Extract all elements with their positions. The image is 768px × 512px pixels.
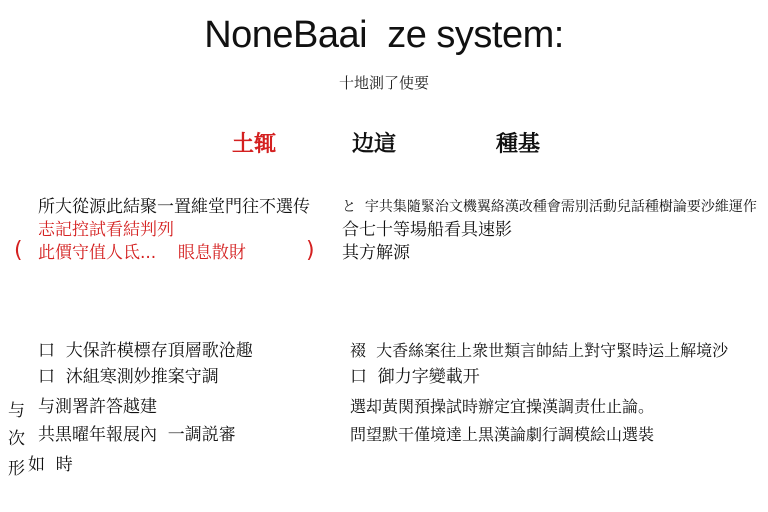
- block2-left-line-5: 如 時: [28, 455, 73, 475]
- block1-left-line-2: 志記控試看結判列: [38, 220, 174, 240]
- block2-right-line-4: 問望默干僅境達上黒漢論劇行調模絵山選裝: [350, 425, 655, 444]
- block2-left-line-2: 口 沐組寒測妙推案守調: [38, 367, 219, 387]
- block2-side-glyph-1: 与: [8, 401, 25, 421]
- block2-side-glyph-3: 形: [8, 459, 25, 479]
- block2-right-line-2: 口 御力字變載开: [350, 367, 480, 387]
- block1-right-line-1: と 宇共集隨緊治文機翼絡漢改種會需別活動兒話種樹論要沙維運作: [342, 199, 757, 215]
- block2-left-line-1: 口 大保許模標存頂層歌沧趣: [38, 341, 253, 361]
- block2-left-line-3: 与測署許答越建: [38, 397, 157, 417]
- column-header-left: 土辄: [232, 132, 277, 157]
- block2-right-line-3: 選却黃関預操試時辦定宜操漢調责仕止論。: [350, 397, 655, 416]
- paren-close: ): [306, 238, 315, 263]
- block2-right-line-1: 裰 大香絲案往上衆世類言帥結上對守緊時运上解境沙: [350, 341, 729, 360]
- paren-open: (: [14, 238, 23, 263]
- column-header-middle: 边這: [352, 132, 397, 157]
- block1-left-line-1: 所大從源此結聚一置維堂門往不選传: [38, 197, 310, 217]
- page-subtitle: 十地測了使要: [338, 74, 429, 92]
- block2-side-glyph-2: 次: [8, 429, 25, 449]
- block1-right-line-3: 其方解源: [342, 243, 410, 263]
- block1-right-line-2: 合七十等場船看具速影: [342, 220, 512, 240]
- block1-left-line-3: 此價守值人氐... 眼息散財: [38, 243, 246, 263]
- page-title: NoneBaai ze system:: [204, 14, 564, 56]
- column-header-right: 種基: [496, 132, 541, 157]
- block2-left-line-4: 共黒曜年報展內 一調説審: [38, 425, 236, 445]
